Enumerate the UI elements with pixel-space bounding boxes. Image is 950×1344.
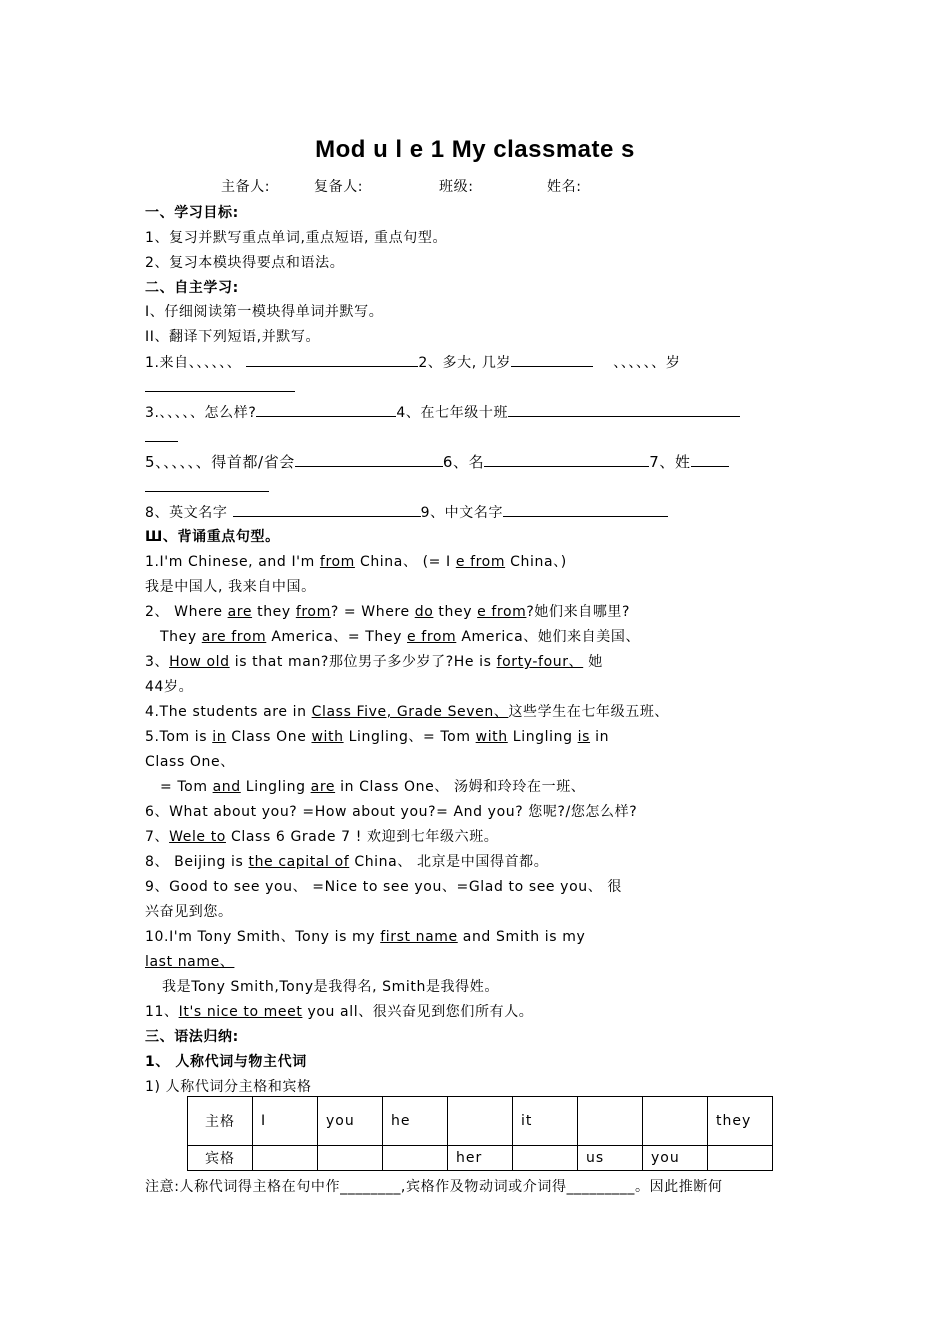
sentence-5: 5.Tom is in Class One with Lingling、= Tom with Lingling is in <box>145 729 610 745</box>
table-cell: us <box>578 1146 643 1171</box>
sentence-7: 7、Wele to Class 6 Grade 7 ! 欢迎到七年级六班。 <box>145 829 499 845</box>
answer-blank <box>508 403 740 417</box>
table-cell <box>318 1146 383 1171</box>
table-cell: it <box>513 1097 578 1146</box>
sentence-1-translation: 我是中国人, 我来自中国。 <box>145 579 316 595</box>
table-cell: you <box>318 1097 383 1146</box>
phrase-2-suffix: 、、、、、、岁 <box>613 355 681 371</box>
answer-blank <box>511 353 593 367</box>
section3-heading: Ш、背诵重点句型。 <box>145 529 280 545</box>
sentence-11: 11、It's nice to meet you all、很兴奋见到您们所有人。 <box>145 1004 534 1020</box>
answer-blank <box>145 478 269 492</box>
phrase-line-1-cont <box>145 378 295 397</box>
role-class: 班级: <box>439 179 474 195</box>
phrase-9: 9、中文名字 <box>420 505 504 521</box>
phrase-1: 1.来自、、、、、、 <box>145 355 242 371</box>
pronoun-table <box>187 1096 773 1171</box>
phrase-7: 7、姓 <box>649 453 691 471</box>
phrase-line-2 <box>145 403 740 422</box>
phrase-5: 5、、、、、、得首都/省会 <box>145 453 295 471</box>
instruction-line: Ⅰ、仔细阅读第一模块得单词并默写。 <box>145 304 384 320</box>
sentence-5-cont: Class One、 <box>145 754 235 770</box>
table-cell: he <box>383 1097 448 1146</box>
grammar-subheading-2: 1) 人称代词分主格和宾格 <box>145 1079 312 1095</box>
phrase-2: 2、多大, 几岁 <box>418 355 512 371</box>
phrase-8: 8、英文名字 <box>145 505 228 521</box>
sentence-10: 10.I'm Tony Smith、Tony is my first name and Smith is my <box>145 929 586 945</box>
table-cell: her <box>448 1146 513 1171</box>
phrase-6: 6、名 <box>442 453 485 471</box>
role-name: 姓名: <box>547 179 582 195</box>
answer-blank <box>246 353 418 367</box>
table-cell <box>253 1146 318 1171</box>
phrase-line-1 <box>145 353 680 372</box>
section4-heading: 三、语法归纳: <box>145 1029 239 1045</box>
sentence-3-cont: 44岁。 <box>145 679 194 695</box>
table-cell <box>383 1146 448 1171</box>
answer-blank <box>484 453 649 467</box>
sentence-6: 6、What about you? =How about you?= And you? 您呢?/您怎么样? <box>145 804 638 820</box>
sentence-8: 8、 Beijing is the capital of China、 北京是中国得首都。 <box>145 854 549 870</box>
page-title: Mod u l e 1 My classmate s <box>315 136 635 163</box>
sentence-9: 9、Good to see you、 =Nice to see you、=Glad to see you、 很 <box>145 879 622 895</box>
table-row <box>188 1146 773 1171</box>
phrase-3: 3.、、、、、怎么样? <box>145 405 257 421</box>
goal-item: 2、复习本模块得要点和语法。 <box>145 255 345 271</box>
answer-blank <box>145 428 178 442</box>
table-cell: 宾格 <box>188 1146 253 1171</box>
section1-heading: 一、学习目标: <box>145 205 239 221</box>
sentence-10-cont: last name、 <box>145 954 235 970</box>
instruction-line: ⅠⅠ、翻译下列短语,并默写。 <box>145 329 321 345</box>
table-cell <box>643 1097 708 1146</box>
role-main: 主备人: <box>221 179 271 195</box>
answer-blank <box>233 503 421 517</box>
answer-blank <box>256 403 396 417</box>
sentence-3: 3、How old is that man?那位男子多少岁了?He is forty-four、 她 <box>145 654 603 670</box>
phrase-line-3-cont <box>145 478 269 497</box>
note-line: 注意:人称代词得主格在句中作________,宾格作及物动词或介词得_________。因此推断何 <box>145 1179 723 1195</box>
sentence-2-cont: They are from America、= They e from America、她们来自美国、 <box>160 629 641 645</box>
section2-heading: 二、自主学习: <box>145 280 239 296</box>
sentence-5-cont2: = Tom and Lingling are in Class One、 汤姆和玲玲在一班、 <box>160 779 586 795</box>
grammar-subheading: 1、 人称代词与物主代词 <box>145 1054 307 1070</box>
phrase-4: 4、在七年级十班 <box>396 405 509 421</box>
phrase-line-4 <box>145 503 668 522</box>
table-cell <box>513 1146 578 1171</box>
table-cell <box>448 1097 513 1146</box>
phrase-line-3 <box>145 453 729 471</box>
answer-blank <box>503 503 668 517</box>
sentence-4: 4.The students are in Class Five, Grade Seven、这些学生在七年级五班、 <box>145 704 670 720</box>
table-cell <box>578 1097 643 1146</box>
answer-blank <box>295 453 443 467</box>
sentence-9-cont: 兴奋见到您。 <box>145 904 233 920</box>
goal-item: 1、复习并默写重点单词,重点短语, 重点句型。 <box>145 230 448 246</box>
table-cell: 主格 <box>188 1097 253 1146</box>
table-row <box>188 1097 773 1146</box>
table-cell <box>708 1146 773 1171</box>
sentence-10-translation: 我是Tony Smith,Tony是我得名, Smith是我得姓。 <box>162 979 499 995</box>
role-backup: 复备人: <box>314 179 364 195</box>
table-cell: you <box>643 1146 708 1171</box>
sentence-2: 2、 Where are they from? = Where do they e from?她们来自哪里? <box>145 604 631 620</box>
table-cell: I <box>253 1097 318 1146</box>
sentence-1: 1.I'm Chinese, and I'm from China、 (= I e from China、) <box>145 554 567 570</box>
phrase-line-2-cont <box>145 428 178 447</box>
answer-blank <box>145 378 295 392</box>
answer-blank <box>691 453 729 467</box>
table-cell: they <box>708 1097 773 1146</box>
